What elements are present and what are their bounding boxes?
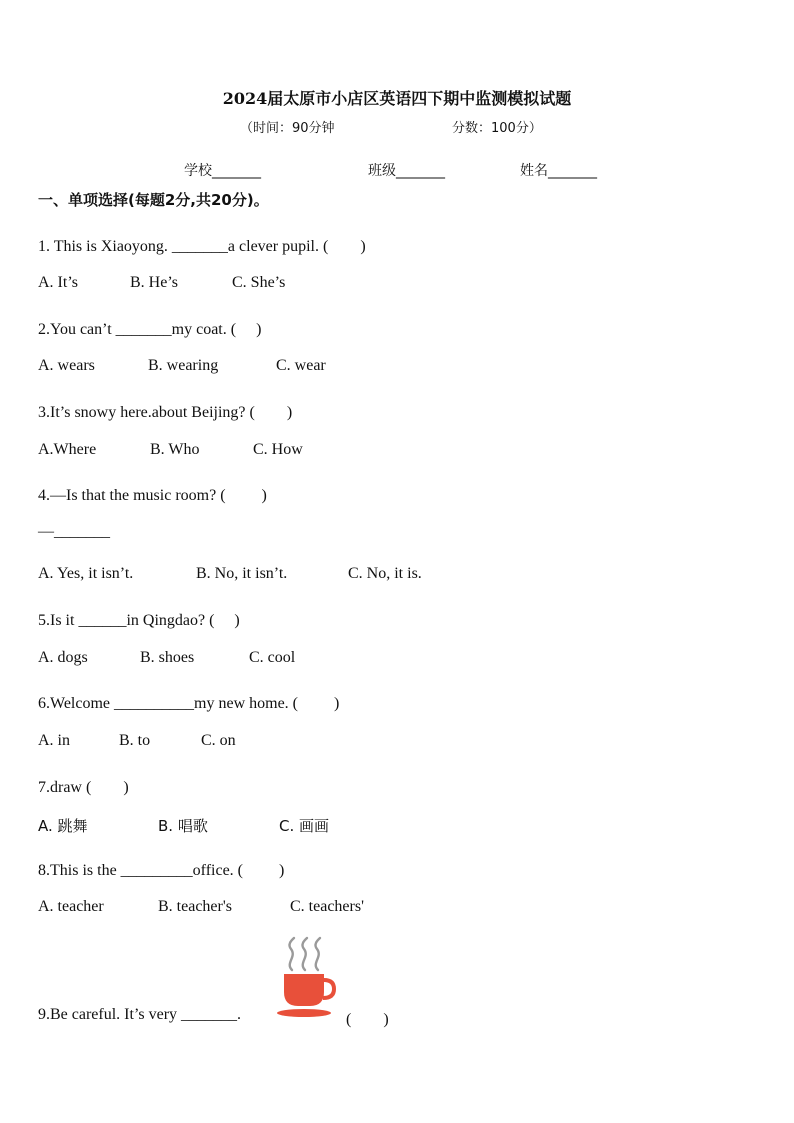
q8-option-a: A. teacher: [38, 898, 104, 915]
q7-option-a: A. 跳舞: [38, 817, 88, 835]
question-2: 2.You can’t _______my coat. ( ): [38, 321, 262, 338]
q4-option-c: C. No, it is.: [348, 565, 422, 582]
q7-option-b: B. 唱歌: [158, 817, 208, 835]
cup-body: [284, 974, 324, 1006]
question-8: 8.This is the _________office. ( ): [38, 862, 285, 879]
q6-option-c: C. on: [201, 732, 236, 749]
school-field: 学校_______: [184, 163, 261, 179]
page-title: 2024届太原市小店区英语四下期中监测模拟试题: [222, 89, 572, 108]
question-9-answer-paren: ( ): [346, 1011, 389, 1028]
q2-option-c: C. wear: [276, 357, 326, 374]
question-4-answer-line: —_______: [38, 523, 110, 540]
section-heading: 一、单项选择(每题2分,共20分)。: [38, 191, 269, 209]
q6-option-b: B. to: [119, 732, 151, 749]
steam-icon: [289, 938, 320, 970]
q7-option-c: C. 画画: [279, 817, 330, 835]
q1-option-a: A. It’s: [38, 274, 78, 291]
q8-option-b: B. teacher's: [158, 898, 232, 915]
q1-option-b: B. He’s: [130, 274, 178, 291]
question-9: 9.Be careful. It’s very _______.: [38, 1006, 242, 1023]
exam-time: （时间：90分钟: [240, 121, 335, 136]
q1-option-c: C. She’s: [232, 274, 286, 291]
q2-option-b: B. wearing: [148, 357, 219, 374]
q5-option-c: C. cool: [249, 649, 296, 666]
question-1: 1. This is Xiaoyong. _______a clever pupil. ( ): [38, 238, 366, 255]
question-7: 7.draw ( ): [38, 779, 129, 796]
q3-option-c: C. How: [253, 441, 303, 458]
q4-option-a: A. Yes, it isn’t.: [38, 565, 134, 582]
saucer: [277, 1009, 331, 1017]
q3-option-a: A.Where: [38, 441, 97, 458]
question-3: 3.It’s snowy here.about Beijing? ( ): [38, 404, 293, 421]
q5-option-a: A. dogs: [38, 649, 88, 666]
class-field: 班级_______: [368, 163, 445, 179]
name-field: 姓名_______: [520, 163, 597, 179]
question-5: 5.Is it ______in Qingdao? ( ): [38, 612, 240, 629]
q3-option-b: B. Who: [150, 441, 200, 458]
question-6: 6.Welcome __________my new home. ( ): [38, 695, 340, 712]
exam-score: 分数：100分）: [452, 121, 542, 136]
q8-option-c: C. teachers': [290, 898, 364, 915]
q4-option-b: B. No, it isn’t.: [196, 565, 288, 582]
q5-option-b: B. shoes: [140, 649, 195, 666]
q6-option-a: A. in: [38, 732, 70, 749]
hot-tea-cup-icon: [274, 936, 336, 1020]
cup-handle: [323, 980, 334, 998]
q2-option-a: A. wears: [38, 357, 95, 374]
question-4: 4.—Is that the music room? ( ): [38, 487, 267, 504]
